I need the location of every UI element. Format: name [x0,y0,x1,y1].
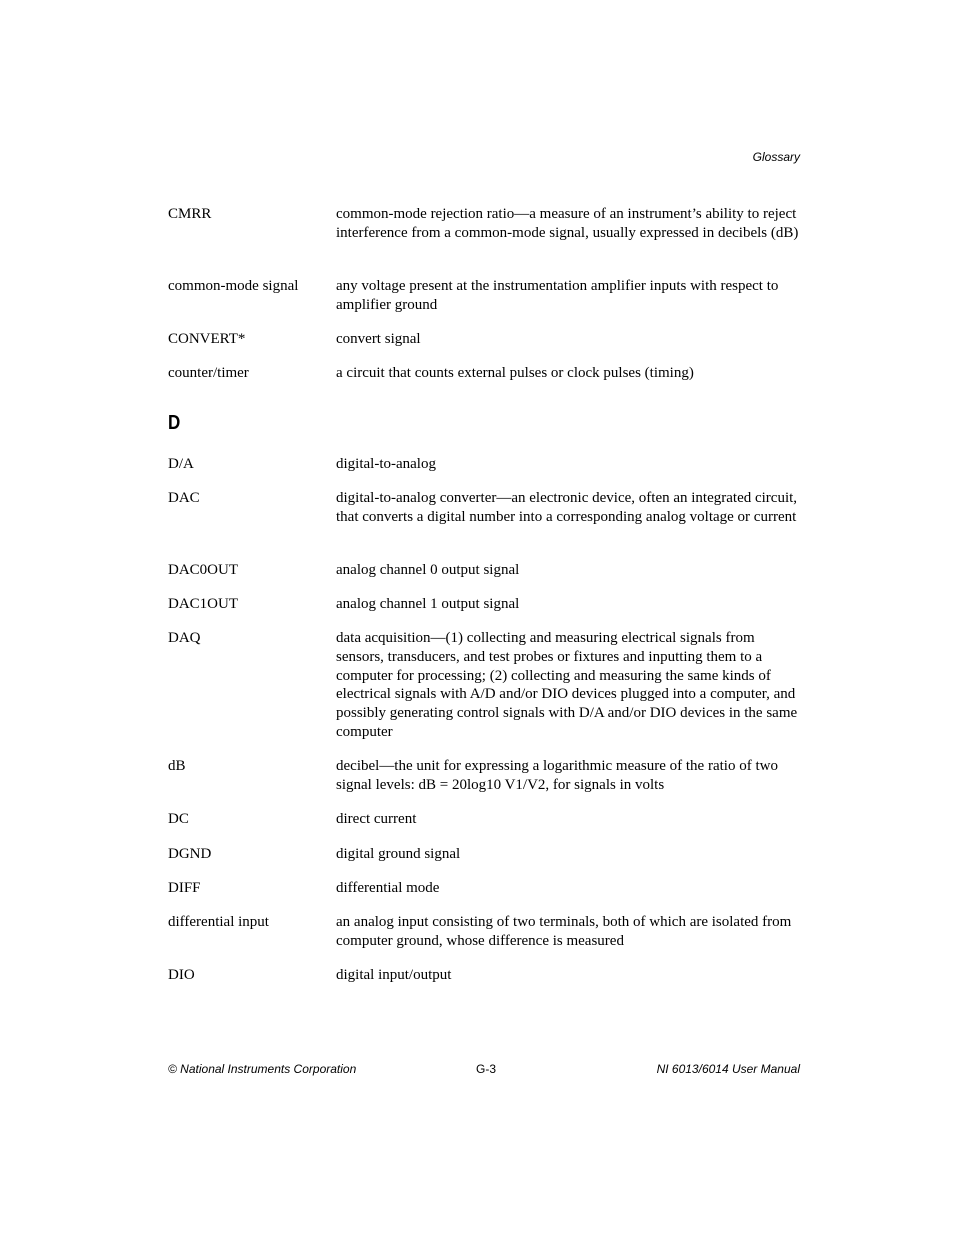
glossary-definition: any voltage present at the instrumentation amplifier inputs with respect to amplifier ground [336,278,779,313]
glossary-term: differential input [168,914,269,930]
glossary-definition: digital-to-analog [336,456,436,472]
glossary-definition: digital input/output [336,967,452,983]
glossary-term: DIO [168,967,195,983]
footer-copyright: © National Instruments Corporation [168,1062,357,1076]
glossary-term: D/A [168,456,194,472]
glossary-term: DIFF [168,880,201,896]
glossary-definition: analog channel 0 output signal [336,562,520,578]
glossary-term: CMRR [168,206,212,222]
glossary-definition: differential mode [336,880,440,896]
running-header: Glossary [752,150,800,164]
glossary-term: dB [168,758,186,774]
glossary-definition: data acquisition—(1) collecting and measuring electrical signals from sensors, transducers, and test probes or fixtures and inputting them to a computer for processing; (2) collecting and measuring the same kinds of electrical signals with A/D and/or DIO devices plugged into a computer, and possibly generating control signals with D/A and/or DIO devices in the same computer [336,630,798,740]
glossary-term: DAC1OUT [168,596,238,612]
glossary-definition: an analog input consisting of two terminals, both of which are isolated from computer ground, whose difference is measured [336,914,792,949]
glossary-term: counter/timer [168,365,249,381]
glossary-term: DGND [168,846,212,862]
section-heading-d: D [168,412,181,434]
glossary-definition: analog channel 1 output signal [336,596,520,612]
glossary-term: common-mode signal [168,278,299,294]
glossary-definition: convert signal [336,331,421,347]
glossary-term: DAQ [168,630,201,646]
glossary-definition: digital-to-analog converter—an electronic device, often an integrated circuit, that converts a digital number into a corresponding analog voltage or current [336,490,798,525]
glossary-term: DAC0OUT [168,562,238,578]
glossary-definition: a circuit that counts external pulses or clock pulses (timing) [336,365,694,381]
glossary-definition: direct current [336,811,417,827]
glossary-definition: digital ground signal [336,846,461,862]
footer-page-number: G-3 [476,1062,497,1076]
glossary-term: DC [168,811,189,827]
glossary-term: DAC [168,490,200,506]
glossary-definition: decibel—the unit for expressing a logarithmic measure of the ratio of two signal levels: dB = 20log10 V1/V2, for signals in volts [336,758,778,793]
footer-manual-title: NI 6013/6014 User Manual [656,1062,800,1076]
glossary-term: CONVERT* [168,331,246,347]
glossary-definition: common-mode rejection ratio—a measure of an instrument’s ability to reject interference from a common-mode signal, usually expressed in decibels (dB) [336,206,799,241]
